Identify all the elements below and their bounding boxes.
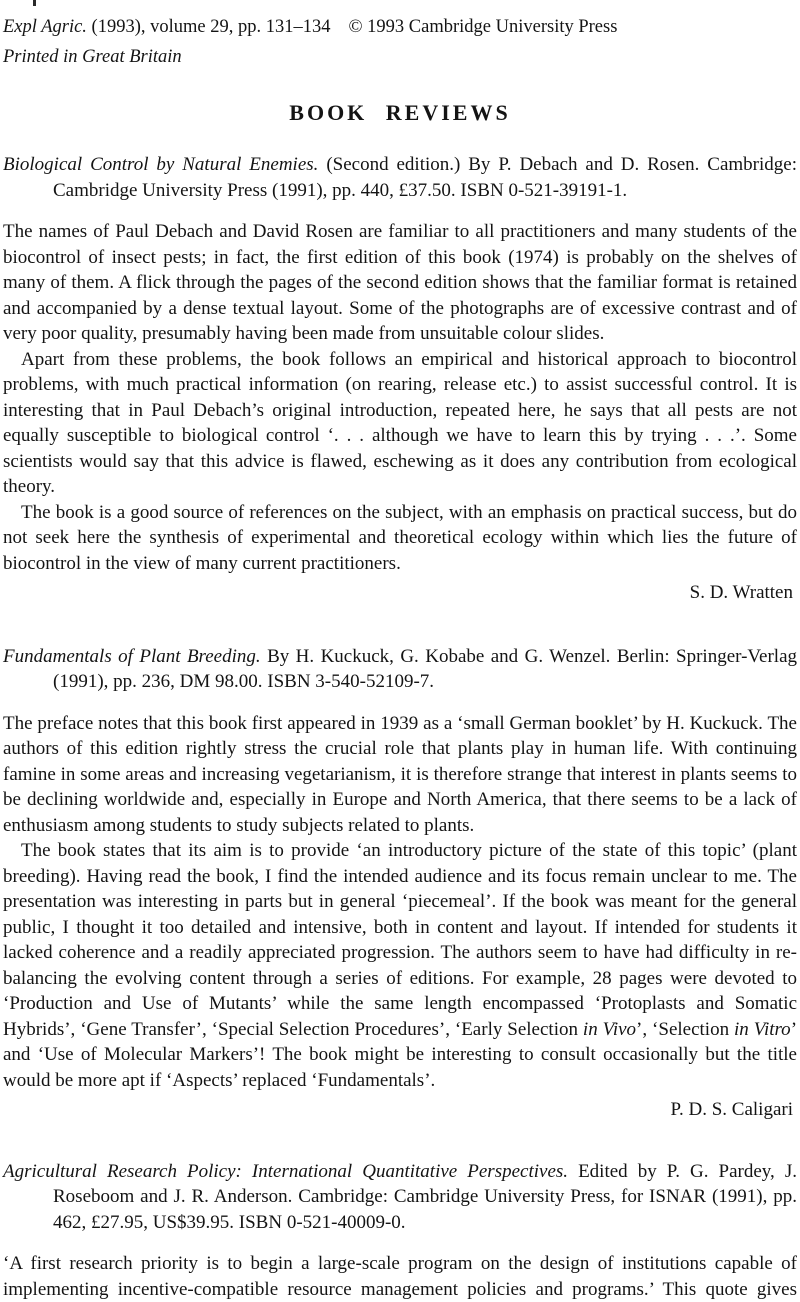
reviewer-signature: P. D. S. Caligari <box>3 1097 797 1123</box>
review-paragraph: The book is a good source of references on the subject, with an emphasis on practical success, but do not seek here the synthesis of experimental and theoretical ecology within which lies the future of biocontrol in the view of many current practitioners. <box>3 500 797 577</box>
review-paragraph: The names of Paul Debach and David Rosen are familiar to all practitioners and many students of the biocontrol of insect pests; in fact, the first edition of this book (1974) is probably on the shelves of many of them. A flick through the pages of the second edition shows that the familiar format is retained and accompanied by a dense textual layout. Some of the photographs are of excessive contrast and of very poor quality, presumably having been made from unsuitable colour slides. <box>3 219 797 347</box>
book-citation <box>3 1159 797 1236</box>
book-title: Fundamentals of Plant Breeding. <box>3 646 261 667</box>
copyright-notice: © 1993 Cambridge University Press <box>348 17 617 37</box>
citation-details: (Second edition.) By P. Debach and D. Rosen. Cambridge: Cambridge University Press (1991), pp. 440, £37.50. ISBN 0-521-39191-1. <box>53 154 797 201</box>
review-paragraph: ‘A first research priority is to begin a large-scale program on the design of institutions capable of implementing incentive-compatible resource management policies and programs.’ This quote gives <box>3 1251 797 1302</box>
book-review-3 <box>3 1159 797 1302</box>
journal-header <box>3 12 797 72</box>
book-citation <box>3 644 797 695</box>
book-title: Biological Control by Natural Enemies. <box>3 154 318 175</box>
citation-details: By H. Kuckuck, G. Kobabe and G. Wenzel. Berlin: Springer-Verlag (1991), pp. 236, DM 98.00. ISBN 3-540-52109-7. <box>53 646 797 693</box>
issue-info: (1993), volume 29, pp. 131–134 <box>87 17 331 37</box>
reviewer-signature: S. D. Wratten <box>3 580 797 606</box>
review-paragraph: The book states that its aim is to provide ‘an introductory picture of the state of this topic’ (plant breeding). Having read the book, I find the intended audience and its focus remain unclear to me. The presentation was interesting in parts but in general ‘piecemeal’. If the book was meant for the general public, I thought it too detailed and intensive, both in content and layout. If intended for students it lacked coherence and a readily appreciated progression. The authors seem to have had difficulty in re-balancing the evolving content through a series of editions. For example, 28 pages were devoted to ‘Production and Use of Mutants’ while the same length encompassed ‘Protoplasts and Somatic Hybrids’, ‘Gene Transfer’, ‘Special Selection Procedures’, ‘Early Selection in Vivo’, ‘Selection in Vitro’ and ‘Use of Molecular Markers’! The book might be interesting to consult occasionally but the title would be more apt if ‘Aspects’ replaced ‘Fundamentals’. <box>3 838 797 1093</box>
book-review-1 <box>3 152 797 606</box>
printed-in-note: Printed in Great Britain <box>3 42 797 72</box>
page-title: BOOK REVIEWS <box>3 100 797 126</box>
journal-title: Expl Agric. <box>3 17 87 37</box>
book-title: Agricultural Research Policy: International Quantitative Perspectives. <box>3 1161 568 1182</box>
review-paragraph: Apart from these problems, the book follows an empirical and historical approach to biocontrol problems, with much practical information (on rearing, release etc.) to assist successful control. It is interesting that in Paul Debach’s original introduction, repeated here, he says that all pests are not equally susceptible to biological control ‘. . . although we have to learn this by trying . . .’. Some scientists would say that this advice is flawed, eschewing as it does any contribution from ecological theory. <box>3 347 797 500</box>
review-paragraph: The preface notes that this book first appeared in 1939 as a ‘small German booklet’ by H. Kuckuck. The authors of this edition rightly stress the crucial role that plants play in human life. With continuing famine in some areas and increasing vegetarianism, it is therefore strange that interest in plants seems to be declining worldwide and, especially in Europe and North America, that there seems to be a lack of enthusiasm among students to study subjects related to plants. <box>3 711 797 839</box>
journal-citation-line <box>3 12 797 42</box>
book-review-2 <box>3 644 797 1123</box>
book-citation <box>3 152 797 203</box>
scan-artifact <box>33 0 36 6</box>
citation-details: Edited by P. G. Pardey, J. Roseboom and J. R. Anderson. Cambridge: Cambridge University Press, for ISNAR (1991), pp. 462, £27.95, US$39.95. ISBN 0-521-40009-0. <box>53 1161 797 1233</box>
